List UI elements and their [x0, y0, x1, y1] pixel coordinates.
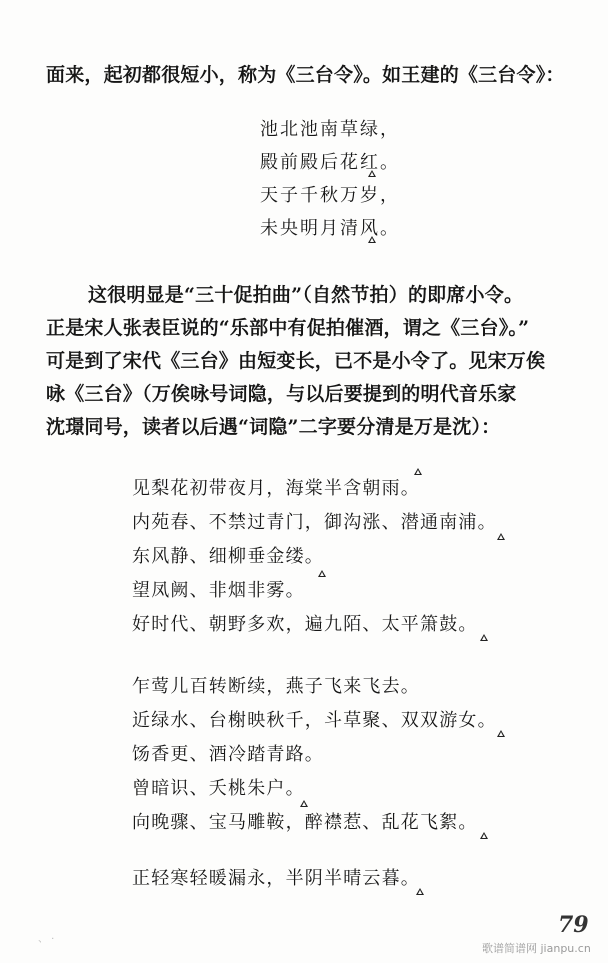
stanza1-line-4: 望凤阙、非烟非雾。 [132, 580, 305, 601]
paragraph-line-2: 正是宋人张表臣说的“乐部中有促拍催酒，谓之《三台》。” [46, 317, 530, 339]
rhyme-mark-icon [480, 832, 488, 839]
rhyme-mark-icon [497, 730, 505, 737]
stanza2-line-4: 曾暗识、夭桃朱户。 [132, 778, 305, 799]
rhyme-mark-icon [368, 170, 376, 177]
rhyme-mark-icon [300, 800, 308, 807]
stanza2-line-3: 饧香更、酒冷踏青路。 [132, 744, 324, 765]
rhyme-mark-icon [318, 570, 326, 577]
stanza2-line-2: 近绿水、台榭映秋千，斗草聚、双双游女。 [132, 710, 497, 731]
poem1-line-1: 池北池南草绿， [260, 119, 400, 140]
paragraph-line-5: 沈璟同号，读者以后遇“词隐”二字要分清是万是沈）： [46, 416, 501, 438]
stanza2-line-1: 乍莺儿百转断续，燕子飞来飞去。 [132, 676, 420, 697]
poem1-line-4: 未央明月清风。 [260, 218, 400, 239]
rhyme-mark-icon [414, 468, 422, 475]
rhyme-mark-icon [497, 533, 505, 540]
page-number: 79 [558, 912, 589, 938]
paragraph-line-4: 咏《三台》（万俟咏号词隐，与以后要提到的明代音乐家 [46, 383, 517, 405]
stanza3-line-1: 正轻寒轻暖漏永，半阴半晴云暮。 [132, 868, 420, 889]
stanza1-line-2: 内苑春、不禁过青门，御沟涨、潜通南浦。 [132, 512, 497, 533]
rhyme-mark-icon [416, 888, 424, 895]
stanza1-line-1: 见梨花初带夜月，海棠半含朝雨。 [132, 478, 420, 499]
poem1-line-2: 殿前殿后花红。 [260, 152, 400, 173]
site-watermark: 歌谱简谱网 jianpu.cn [482, 942, 591, 955]
scan-edge-mark: 、 · [38, 934, 55, 945]
poem1-line-3: 天子千秋万岁， [260, 185, 400, 206]
rhyme-mark-icon [368, 236, 376, 243]
stanza1-line-5: 好时代、朝野多欢，遍九陌、太平箫鼓。 [132, 614, 478, 635]
paragraph-line-1: 这很明显是“三十促拍曲”（自然节拍）的即席小令。 [88, 284, 524, 306]
intro-line: 面来，起初都很短小，称为《三台令》。如王建的《三台令》： [46, 64, 565, 86]
rhyme-mark-icon [480, 634, 488, 641]
stanza1-line-3: 东风静、细柳垂金缕。 [132, 546, 324, 567]
paragraph-line-3: 可是到了宋代《三台》由短变长，已不是小令了。见宋万俟 [46, 350, 546, 372]
stanza2-line-5: 向晚骤、宝马雕鞍，醉襟惹、乱花飞絮。 [132, 812, 478, 833]
